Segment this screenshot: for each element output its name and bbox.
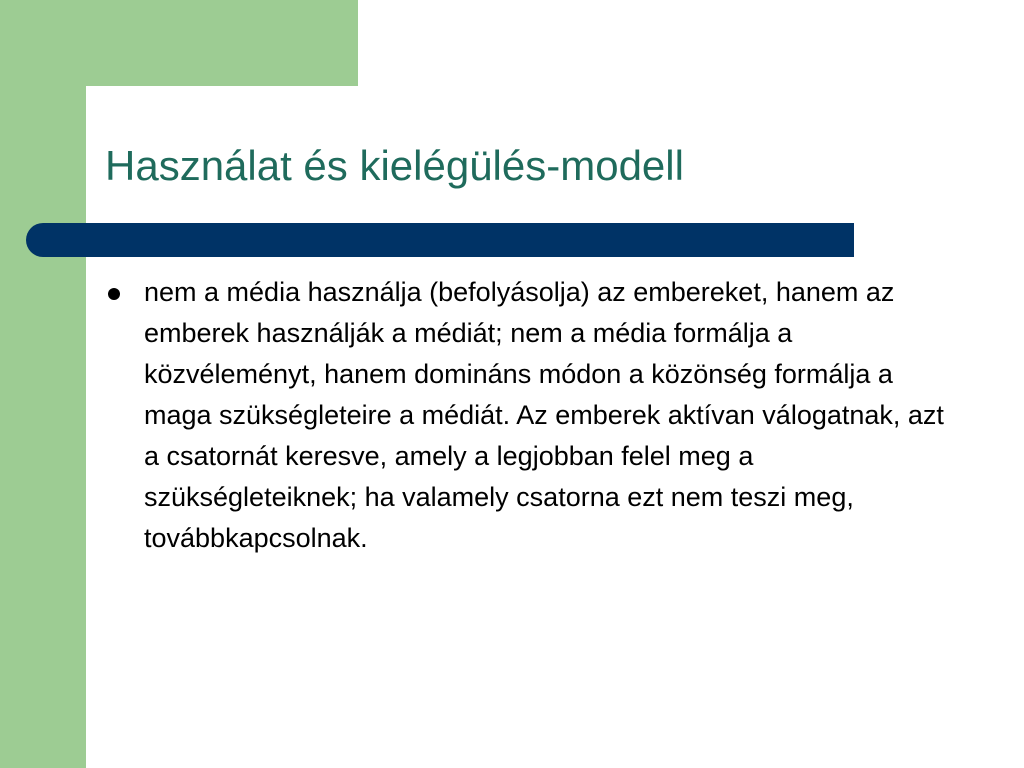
slide-body: [104, 272, 964, 559]
sidebar-green-band: [0, 0, 86, 768]
bullet-icon: [108, 288, 120, 300]
top-green-band: [0, 0, 358, 86]
bullet-text: nem a média használja (befolyásolja) az embereket, hanem az emberek használják a médiát; nem a média formálja a közvéleményt, hanem domináns módon a közönség formálja a maga szükségleteire a médiát. Az emberek aktívan válogatnak, azt a csatornát keresve, amely a legjobban felel meg a szükségleteiknek; ha valamely csatorna ezt nem teszi meg, továbbkapcsolnak.: [144, 277, 944, 553]
bullet-item: [104, 272, 964, 559]
title-underline-bar: [26, 223, 854, 257]
slide-title: Használat és kielégülés-modell: [105, 142, 684, 189]
